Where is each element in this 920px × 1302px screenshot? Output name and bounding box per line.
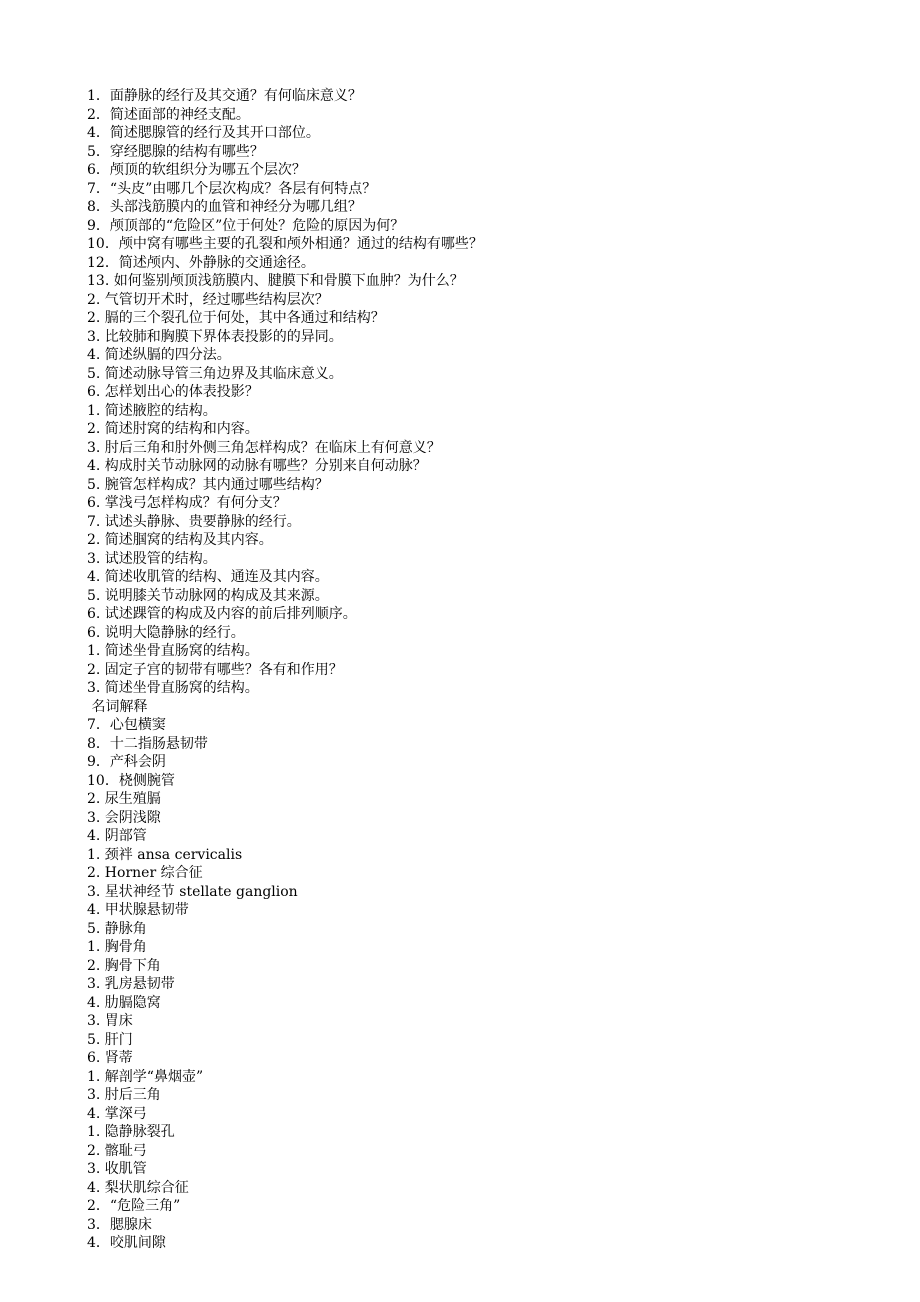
text-line: 2. 气管切开术时，经过哪些结构层次？ bbox=[87, 291, 329, 308]
text-line: 3. 肘后三角 bbox=[87, 1087, 161, 1103]
text-line: 2. 尿生殖膈 bbox=[87, 791, 161, 807]
text-line: 6. 试述踝管的构成及内容的前后排列顺序。 bbox=[87, 606, 357, 622]
text-line: 5. 肝门 bbox=[87, 1031, 133, 1048]
text-line: 6. 肾蒂 bbox=[87, 1050, 133, 1066]
text-line: 1. 隐静脉裂孔 bbox=[87, 1124, 175, 1140]
text-line: 7. 试述头静脉、贵要静脉的经行。 bbox=[87, 513, 301, 530]
text-line: 4. 简述收肌管的结构、通连及其内容。 bbox=[87, 569, 329, 585]
text-line: 8．头部浅筋膜内的血管和神经分为哪几组？ bbox=[87, 199, 362, 215]
text-line: 2. 膈的三个裂孔位于何处，其中各通过和结构？ bbox=[87, 310, 385, 326]
text-line: 3. 肘后三角和肘外侧三角怎样构成？在临床上有何意义？ bbox=[87, 439, 441, 456]
question-list bbox=[87, 87, 887, 1253]
text-line: 6. 掌浅弓怎样构成？有何分支？ bbox=[87, 495, 287, 511]
text-line: 8．十二指肠悬韧带 bbox=[87, 735, 208, 752]
text-line: 5. 简述动脉导管三角边界及其临床意义。 bbox=[87, 365, 343, 382]
text-line: 3. 比较肺和胸膜下界体表投影的的异同。 bbox=[87, 328, 343, 345]
text-line: 6. 怎样划出心的体表投影？ bbox=[87, 384, 259, 400]
text-line: 1. 简述腋腔的结构。 bbox=[87, 402, 217, 419]
text-line: 4. 梨状肌综合征 bbox=[87, 1179, 189, 1196]
text-line: 4. 简述纵膈的四分法。 bbox=[87, 347, 231, 363]
text-line: 3. 收肌管 bbox=[87, 1161, 147, 1177]
text-line: 7．“头皮”由哪几个层次构成？各层有何特点？ bbox=[87, 180, 377, 197]
text-line: 9．颅顶部的“危险区”位于何处？危险的原因为何？ bbox=[87, 217, 405, 234]
text-line: 13. 如何鉴别颅顶浅筋膜内、腱膜下和骨膜下血肿？为什么？ bbox=[87, 273, 464, 289]
text-line: 3. 会阴浅隙 bbox=[87, 809, 161, 826]
text-line: 1. 颈袢 ansa cervicalis bbox=[87, 846, 243, 863]
text-line: 4. 掌深弓 bbox=[87, 1105, 147, 1122]
text-line: 2. Horner 综合征 bbox=[87, 865, 203, 881]
text-line: 2. 固定子宫的韧带有哪些？各有和作用？ bbox=[87, 661, 343, 678]
text-line: 10．颅中窝有哪些主要的孔裂和颅外相通？通过的结构有哪些？ bbox=[87, 236, 483, 252]
text-line: 4. 肋膈隐窝 bbox=[87, 994, 161, 1011]
text-line: 4. 构成肘关节动脉网的动脉有哪些？分别来自何动脉？ bbox=[87, 458, 427, 474]
text-line: 4. 甲状腺悬韧带 bbox=[87, 902, 189, 918]
text-line: 3. 胃床 bbox=[87, 1013, 133, 1029]
text-line: 1. 解剖学“鼻烟壶” bbox=[87, 1068, 204, 1085]
text-line: 9．产科会阴 bbox=[87, 754, 166, 770]
text-line: 2. 髂耻弓 bbox=[87, 1142, 147, 1159]
text-line: 4. 阴部管 bbox=[87, 828, 147, 844]
text-line: 1．面静脉的经行及其交通？有何临床意义？ bbox=[87, 88, 362, 104]
text-line: 4．简述腮腺管的经行及其开口部位。 bbox=[87, 125, 320, 141]
text-line: 5. 静脉角 bbox=[87, 920, 147, 937]
text-line: 5. 说明膝关节动脉网的构成及其来源。 bbox=[87, 587, 329, 604]
text-line: 7．心包横窦 bbox=[87, 717, 166, 733]
text-line: 3. 简述坐骨直肠窝的结构。 bbox=[87, 680, 259, 696]
text-line: 1. 胸骨角 bbox=[87, 939, 147, 955]
text-line: 4．咬肌间隙 bbox=[87, 1235, 166, 1251]
text-line: 6. 说明大隐静脉的经行。 bbox=[87, 624, 245, 641]
text-line: 6．颅顶的软组织分为哪五个层次？ bbox=[87, 162, 306, 178]
text-line: 5. 腕管怎样构成？其内通过哪些结构？ bbox=[87, 476, 329, 493]
text-line: 3. 星状神经节 stellate ganglion bbox=[87, 883, 298, 900]
text-line: 12．简述颅内、外静脉的交通途径。 bbox=[87, 254, 315, 271]
text-line: 名词解释 bbox=[87, 698, 148, 715]
text-line: 2．简述面部的神经支配。 bbox=[87, 106, 250, 123]
text-line: 3. 试述股管的结构。 bbox=[87, 550, 217, 567]
text-line: 1. 简述坐骨直肠窝的结构。 bbox=[87, 643, 259, 659]
text-line: 3．腮腺床 bbox=[87, 1216, 152, 1233]
text-line: 10．桡侧腕管 bbox=[87, 772, 175, 789]
text-line: 2. 简述肘窝的结构和内容。 bbox=[87, 421, 259, 437]
text-line: 2．“危险三角” bbox=[87, 1198, 181, 1214]
text-line: 5．穿经腮腺的结构有哪些？ bbox=[87, 143, 264, 160]
text-line: 2. 简述腘窝的结构及其内容。 bbox=[87, 532, 273, 548]
text-line: 3. 乳房悬韧带 bbox=[87, 976, 175, 992]
text-line: 2. 胸骨下角 bbox=[87, 957, 161, 974]
